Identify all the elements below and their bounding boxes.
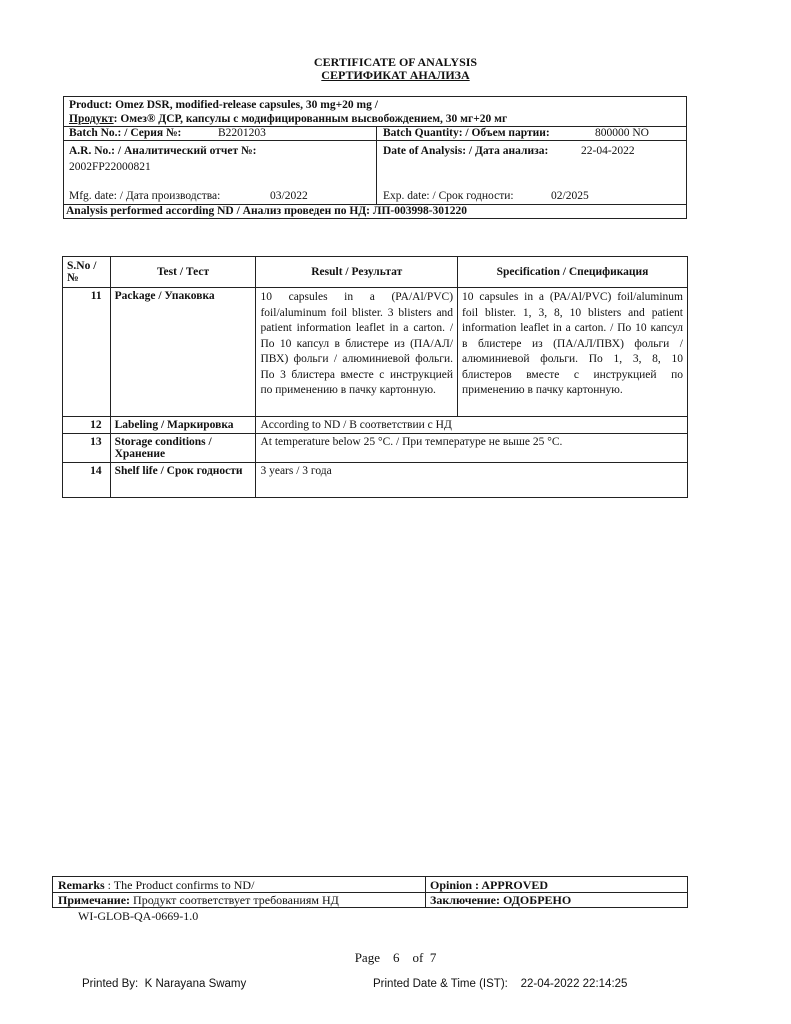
product-ru-label: Продукт [69,113,114,125]
batch-qty-value: 800000 NO [595,127,649,139]
row-test: Labeling / Маркировка [110,417,256,434]
row-result: 10 capsules in a (PA/Al/PVC) foil/aluminum foil blister. 3 blisters and patient information leaflet in a carton. / По 10 капсул в блистере из (ПА/АЛ/ПВХ) фольги / алюминиевой фольги. По 3 блистера вместе с инструкцией по применению в пачку картонную. [256,288,458,417]
page-number [0,950,791,966]
table-header-row [63,257,688,288]
mfg-value: 03/2022 [270,190,308,202]
remarks-box [52,876,688,908]
conclusion-value: ОДОБРЕНО [502,893,572,907]
conclusion [430,893,571,908]
document-title: CERTIFICATE OF ANALYSIS [313,55,478,69]
table-row [63,434,688,463]
printed-dt-label: Printed Date & Time (IST): [373,978,508,990]
conclusion-label: Заключение: [430,893,500,907]
batch-qty-label: Batch Quantity: / Объем партии: [383,127,550,139]
document-title-ru: СЕРТИФИКАТ АНАЛИЗА [321,68,470,82]
page-of: of [412,950,424,965]
row-test: Package / Упаковка [110,288,256,417]
remarks-value: : The Product confirms to ND/ [107,878,255,892]
col-spec-header: Specification / Спецификация [458,257,688,288]
row-number: 12 [63,417,111,434]
row-result: According to ND / В соответствии с НД [256,417,688,434]
row-result: 3 years / 3 года [256,463,688,498]
analysis-date-value: 22-04-2022 [581,145,635,157]
note [58,893,339,908]
header-box [63,96,687,220]
printed-datetime [373,978,627,990]
exp-value: 02/2025 [551,190,589,202]
opinion [430,878,548,893]
analysis-basis: Analysis performed according ND / Анализ проведен по НД: ЛП-003998-301220 [66,205,468,217]
note-label: Примечание: [58,893,131,907]
printed-by-label: Printed By: [82,978,139,990]
ar-value: 2002FP22000821 [69,161,151,173]
note-value: Продукт соответствует требованиям НД [133,893,339,907]
printed-by [82,978,246,990]
row-number: 14 [63,463,111,498]
row-result: At temperature below 25 °C. / При температуре не выше 25 °C. [256,434,688,463]
ar-label: A.R. No.: / Аналитический отчет №: [69,145,257,157]
col-sno-header: S.No / № [63,257,111,288]
remarks [58,878,254,893]
product-ru [69,113,507,125]
product-en: Product: Omez DSR, modified-release capsules, 30 mg+20 mg / [69,99,378,111]
printed-by-value: K Narayana Swamy [144,978,247,990]
opinion-value: APPROVED [481,878,549,892]
page-label: Page [354,950,380,965]
product-ru-value: : Омез® ДСР, капсулы с модифицированным высвобождением, 30 мг+20 мг [113,113,508,125]
table-row [63,463,688,498]
remarks-label: Remarks [58,878,105,892]
batch-label: Batch No.: / Серия №: [69,127,182,139]
row-number: 13 [63,434,111,463]
col-test-header: Test / Тест [110,257,256,288]
opinion-label: Opinion : [430,878,480,892]
page-current: 6 [392,950,400,965]
row-spec: 10 capsules in a (PA/Al/PVC) foil/aluminum foil blister. 1, 3, 8, 10 blisters and patient information leaflet in a carton. / По 10 капсул в блистере из (ПА/АЛ/ПВХ) фольги / алюминиевой фольги. По 1, 3, 8, 10 блистеров вместе с инструкцией по применению в пачку картонную. [458,288,688,417]
col-result-header: Result / Результат [256,257,458,288]
document-code: WI-GLOB-QA-0669-1.0 [78,909,199,923]
batch-value: B2201203 [218,127,266,139]
mfg-label: Mfg. date: / Дата производства: [69,190,221,202]
row-number: 11 [63,288,111,417]
analysis-date-label: Date of Analysis: / Дата анализа: [383,145,549,157]
table-row [63,417,688,434]
row-test: Storage conditions / Хранение [110,434,256,463]
table-row [63,288,688,417]
page-total: 7 [429,950,437,965]
exp-label: Exp. date: / Срок годности: [383,190,514,202]
results-table [62,256,688,498]
printed-dt-value: 22-04-2022 22:14:25 [520,978,628,990]
row-test: Shelf life / Срок годности [110,463,256,498]
